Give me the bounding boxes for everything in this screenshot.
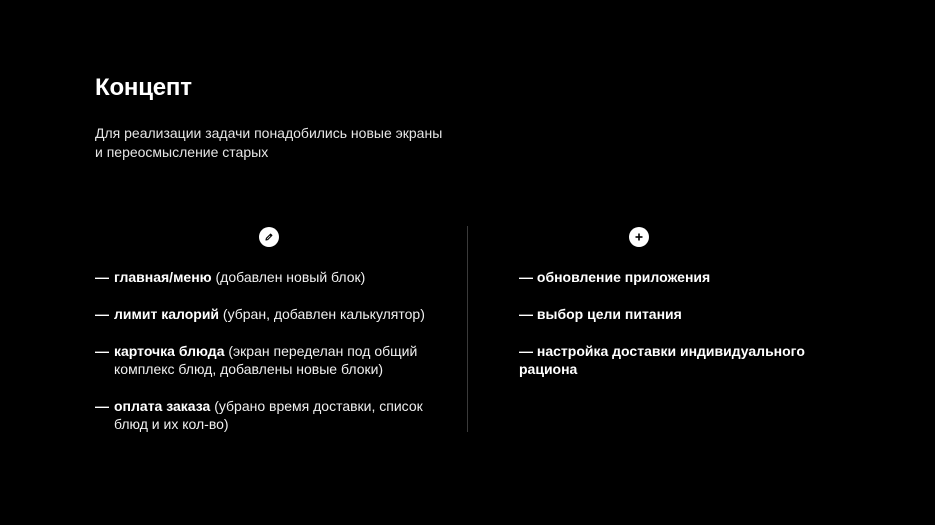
- item-title: выбор цели питания: [536, 306, 682, 322]
- list-item: [95, 268, 445, 286]
- item-dash: —: [519, 269, 533, 285]
- page-title: Концепт: [95, 74, 192, 101]
- new-screens-list: [519, 268, 839, 397]
- item-note: (убран, добавлен калькулятор): [222, 306, 425, 322]
- item-title: карточка блюда: [114, 343, 225, 359]
- item-title: оплата заказа: [114, 398, 211, 414]
- item-note: (экран переделан под общий комплекс блюд, добавлены новые блоки): [114, 343, 418, 377]
- item-note: (убрано время доставки, список блюд и их кол-во): [114, 398, 423, 432]
- item-dash: —: [95, 398, 109, 414]
- page-subtitle: [95, 124, 495, 162]
- list-item: [95, 342, 445, 378]
- column-divider: [467, 226, 468, 432]
- item-note: (добавлен новый блок): [215, 269, 366, 285]
- item-dash: —: [95, 306, 109, 322]
- item-title: главная/меню: [114, 269, 212, 285]
- subtitle-line-1: Для реализации задачи понадобились новые экраны: [95, 125, 443, 141]
- item-title: обновление приложения: [536, 269, 711, 285]
- list-item: [519, 305, 839, 323]
- item-title: настройка доставки индивидуального рациона: [519, 343, 805, 377]
- item-dash: —: [95, 269, 109, 285]
- list-item: [519, 268, 839, 286]
- item-dash: —: [95, 343, 109, 359]
- item-dash: —: [519, 343, 533, 359]
- list-item: [95, 305, 445, 323]
- pencil-icon: [259, 227, 279, 247]
- item-title: лимит калорий: [114, 306, 220, 322]
- list-item: [95, 397, 445, 433]
- item-dash: —: [519, 306, 533, 322]
- changed-screens-list: [95, 268, 445, 452]
- subtitle-line-2: и переосмысление старых: [95, 144, 269, 160]
- plus-icon: [629, 227, 649, 247]
- list-item: [519, 342, 839, 378]
